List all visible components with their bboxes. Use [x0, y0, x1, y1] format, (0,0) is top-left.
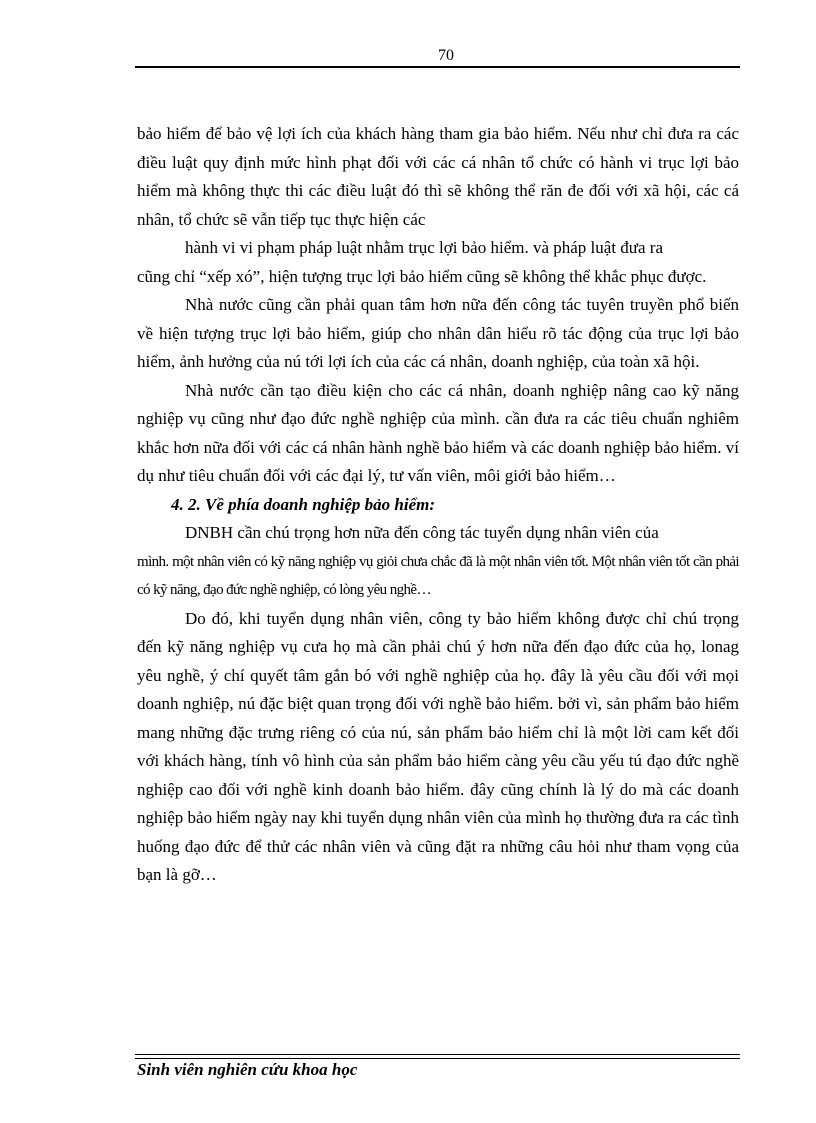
paragraph: cũng chỉ “xếp xó”, hiện tượng trục lợi bảo hiểm cũng sẽ không thể khắc phục được.: [137, 266, 707, 286]
paragraph: Do đó, khi tuyển dụng nhân viên, công ty bảo hiểm không được chỉ chú trọng đến kỹ năng nghiệp vụ cưa họ mà cần phải chú ý hơn nữa đến đạo đức của họ, lonag yêu nghề, ý chí quyết tâm gắn bó với nghề nghiệp của họ. đây là yêu cầu đối với mọi doanh nghiệp, nú đặc biệt quan trọng đối với nghề bảo hiểm. bởi vì, sản phẩm bảo hiểm mang những đặc trưng riêng có của nú, sản phẩm bảo hiểm chỉ là một lời cam kết đối với khách hàng, tính vô hình của sản phẩm bảo hiểm càng yêu cầu yếu tú đạo đức nghề nghiệp cao đối với nghề kinh doanh bảo hiểm. đây cũng chính là lý do mà các doanh nghiệp bảo hiểm ngày nay khi tuyển dụng nhân viên của mình họ thường đưa ra các tình huống đạo đức để thử các nhân viên và cũng đặt ra những câu hỏi như tham vọng của bạn là gỡ…: [137, 608, 739, 884]
paragraph: DNBH cần chú trọng hơn nữa đến công tác tuyển dụng nhân viên của: [185, 523, 659, 542]
body-text: [137, 120, 739, 890]
paragraph: Nhà nước cũng cần phải quan tâm hơn nữa đến công tác tuyên truyền phổ biến về hiện tượng trục lợi bảo hiểm, giúp cho nhân dân hiểu rõ tác động của trục lợi bảo hiểm, ảnh hưởng của nú tới lợi ích của các cá nhân, doanh nghiệp, của toàn xã hội.: [137, 295, 739, 371]
section-heading: 4. 2. Về phía doanh nghiệp bảo hiểm:: [171, 494, 436, 514]
paragraph: hành vi vi phạm pháp luật nhằm trục lợi bảo hiểm. và pháp luật đưa ra: [185, 238, 664, 257]
page-number: 70: [438, 47, 454, 64]
paragraph: Nhà nước cần tạo điều kiện cho các cá nhân, doanh nghiệp nâng cao kỹ năng nghiệp vụ cũng như đạo đức nghề nghiệp của mình. cần đưa ra các tiêu chuẩn nghiêm khắc hơn nữa đối với các cá nhân hành nghề bảo hiểm và các doanh nghiệp bảo hiểm. ví dụ như tiêu chuẩn đối với các đại lý, tư vấn viên, môi giới bảo hiểm…: [137, 380, 739, 485]
paragraph: mình. một nhân viên có kỹ năng nghiệp vụ giỏi chưa chắc đã là một nhân viên tốt. Một nhân viên tốt cần phải có kỹ năng, đạo đức nghề nghiệp, có lòng yêu nghề…: [137, 553, 739, 598]
header-rule: [135, 66, 740, 68]
paragraph: bảo hiểm để bảo vệ lợi ích của khách hàng tham gia bảo hiểm. Nếu như chỉ đưa ra các điều luật quy định mức hình phạt đối với các cá nhân tổ chức có hành vi trục lợi bảo hiểm mà không thực thi các điều luật đó thì sẽ không thể răn đe đối với xã hội, các cá nhân, tổ chức sẽ vẫn tiếp tục thực hiện các: [137, 124, 739, 229]
footer-text: Sinh viên nghiên cứu khoa học: [137, 1060, 358, 1079]
